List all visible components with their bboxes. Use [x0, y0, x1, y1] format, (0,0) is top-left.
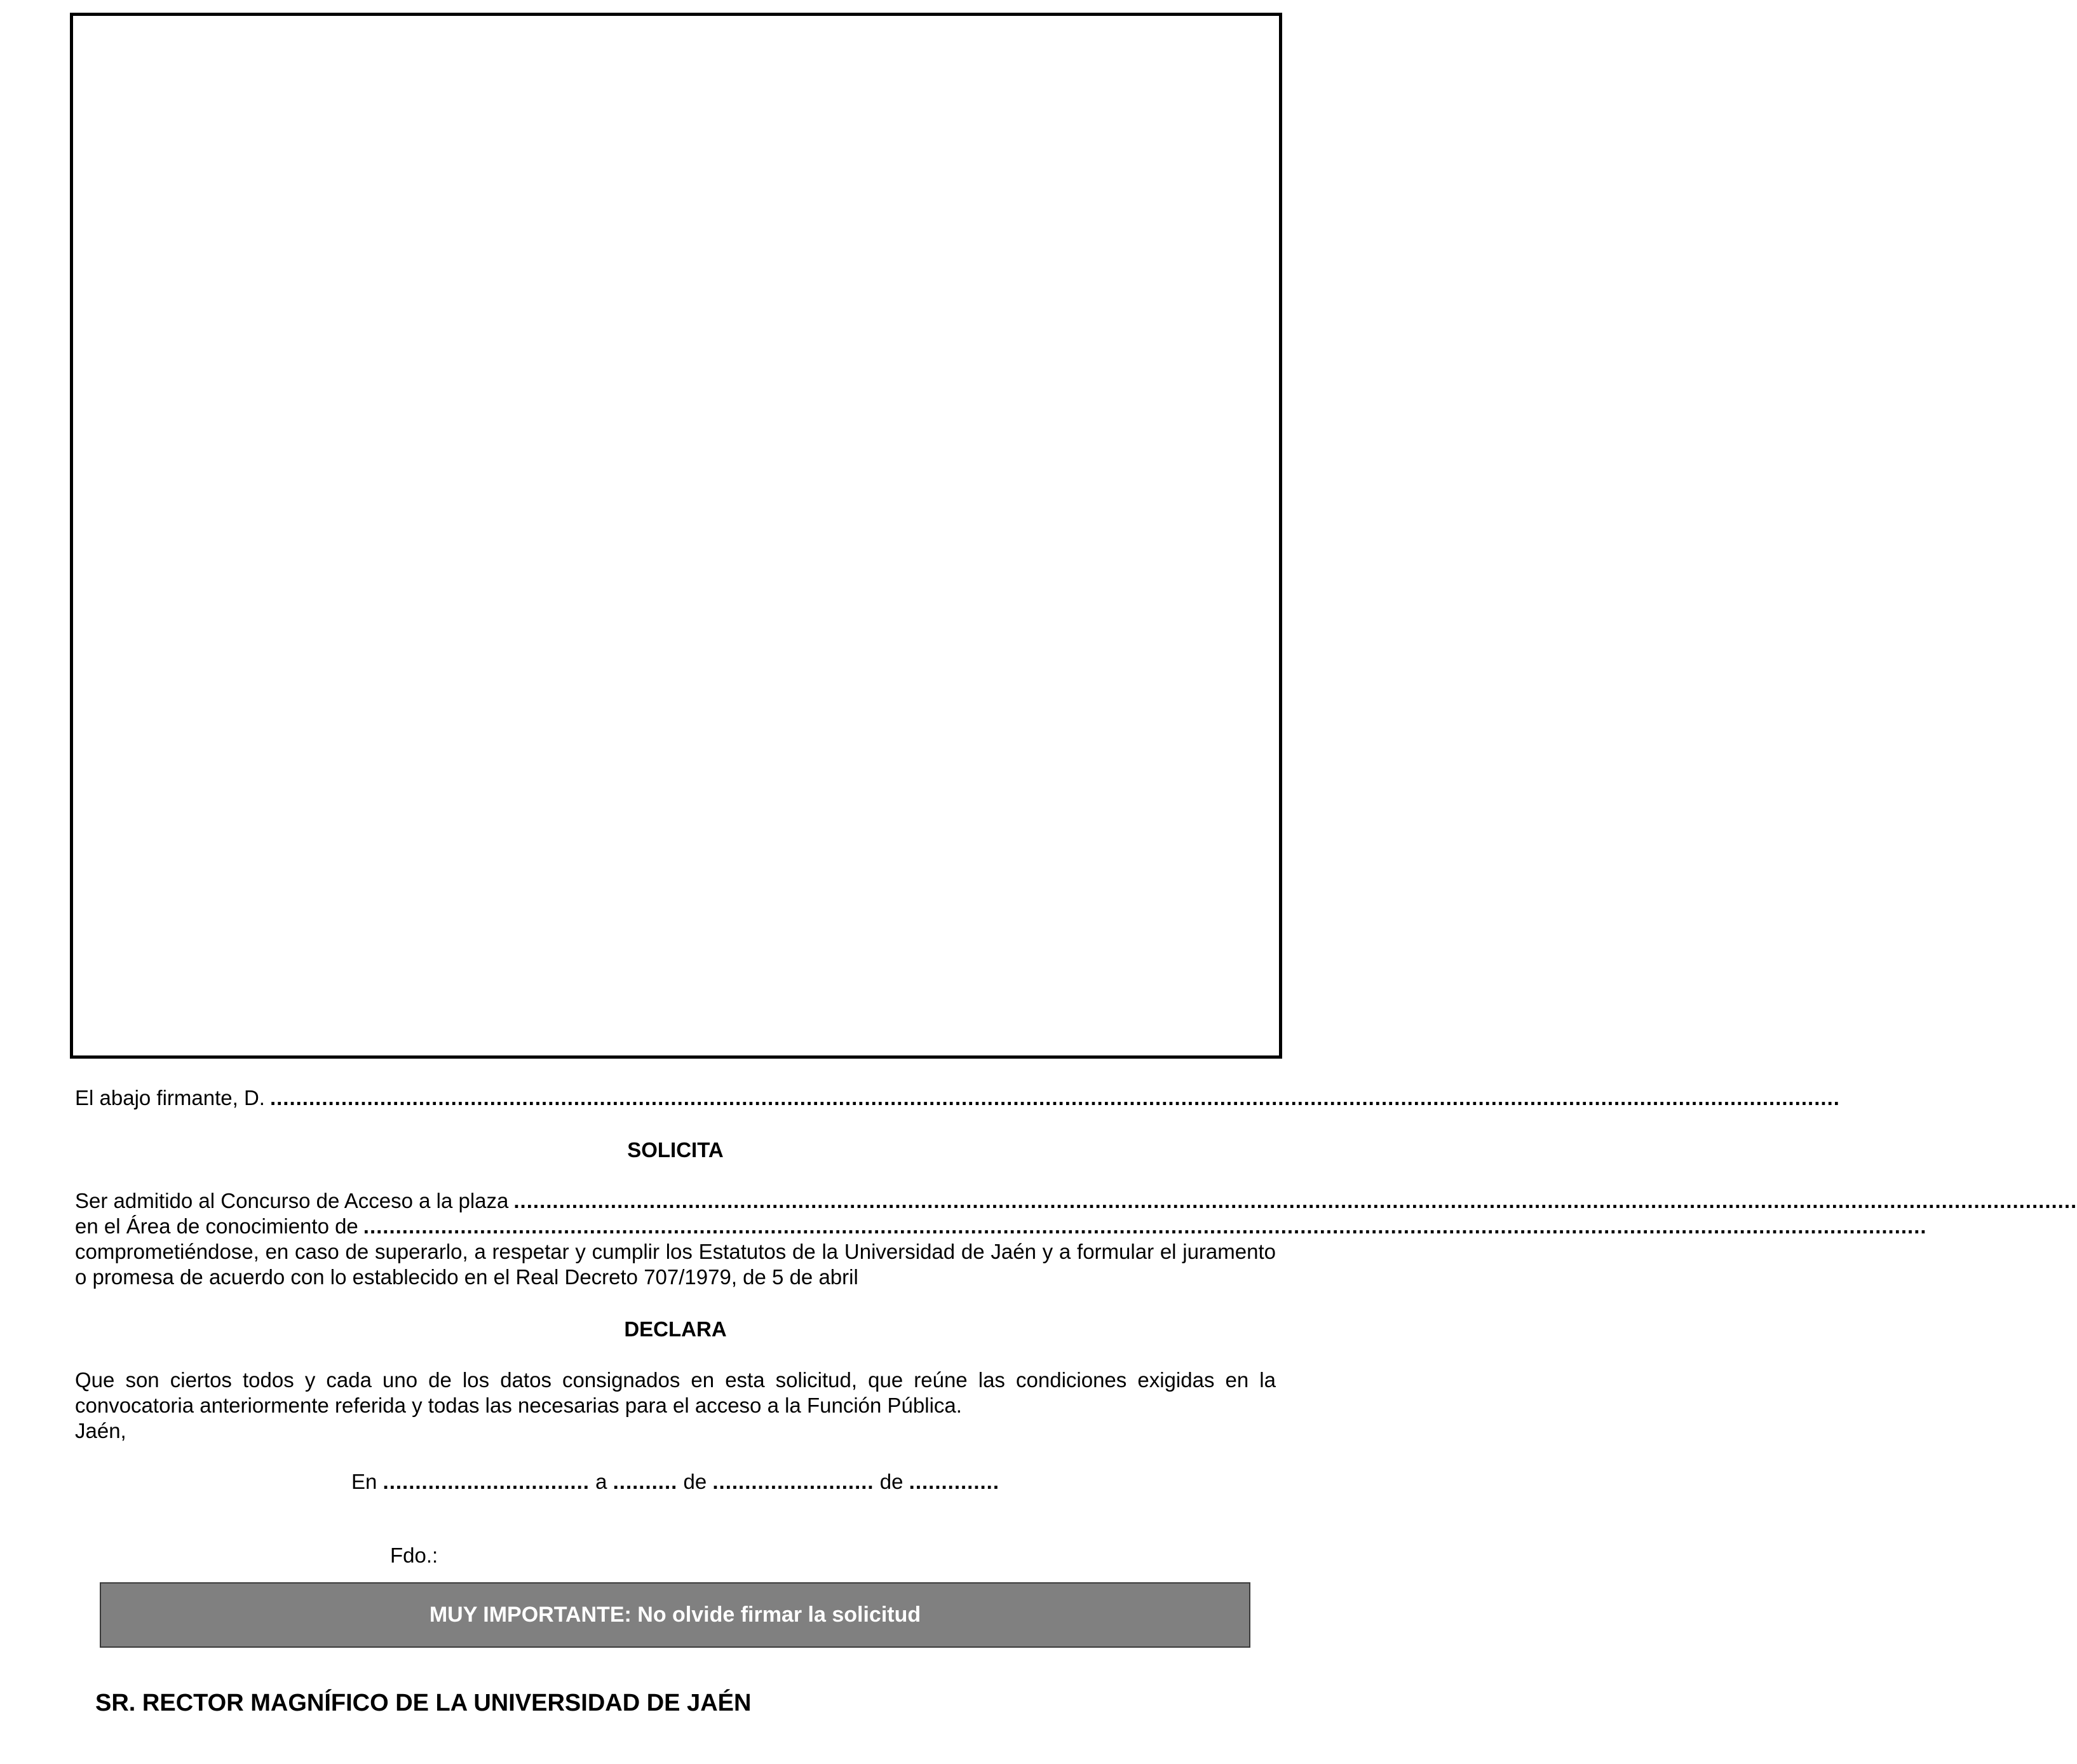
declara-body: Que son ciertos todos y cada uno de los datos consignados en esta solicitud, que reúne las condiciones exigidas en la convocatoria anteriormente referida y todas las necesarias para el acceso a la Función Pública.: [75, 1368, 1276, 1417]
area-field[interactable]: ..................................................................................................................................................................................................................................................: [363, 1214, 1927, 1238]
plaza-label: Ser admitido al Concurso de Acceso a la plaza: [75, 1189, 509, 1212]
blank-frame-box: [70, 13, 1282, 1059]
firmante-name-field[interactable]: ...................................................................................................................................................................................................................................................: [269, 1086, 1840, 1109]
date-day-field[interactable]: ..........: [612, 1470, 678, 1493]
date-line: [75, 1469, 1276, 1495]
solicita-body: comprometiéndose, en caso de superarlo, a respetar y cumplir los Estatutos de la Universidad de Jaén y a formular el juramento o promesa de acuerdo con lo establecido en el Real Decreto 707/1979, de 5 de abril: [75, 1240, 1276, 1289]
solicita-heading: SOLICITA: [627, 1138, 724, 1162]
area-label: en el Área de conocimiento de: [75, 1214, 358, 1238]
date-year-field[interactable]: ..............: [909, 1470, 1000, 1493]
firmante-line: [75, 1085, 1840, 1111]
date-place-field[interactable]: ................................: [382, 1470, 590, 1493]
place-label: Jaén,: [75, 1419, 126, 1442]
date-en-label: En: [351, 1470, 377, 1493]
date-a-label: a: [595, 1470, 607, 1493]
important-banner-text: MUY IMPORTANTE: No olvide firmar la solicitud: [429, 1603, 921, 1627]
date-month-field[interactable]: .........................: [712, 1470, 874, 1493]
area-line: [75, 1214, 1927, 1239]
plaza-field[interactable]: ..................................................................................................................................................................................................................................................: [513, 1189, 2077, 1212]
signature-label: Fdo.:: [390, 1544, 438, 1567]
firmante-label: El abajo firmante, D.: [75, 1086, 265, 1109]
plaza-line: [75, 1188, 2077, 1214]
date-de-label-1: de: [683, 1470, 707, 1493]
addressee-line: SR. RECTOR MAGNÍFICO DE LA UNIVERSIDAD DE JAÉN: [95, 1690, 752, 1716]
declara-heading: DECLARA: [624, 1317, 727, 1341]
date-de-label-2: de: [879, 1470, 903, 1493]
important-banner: [100, 1582, 1250, 1648]
